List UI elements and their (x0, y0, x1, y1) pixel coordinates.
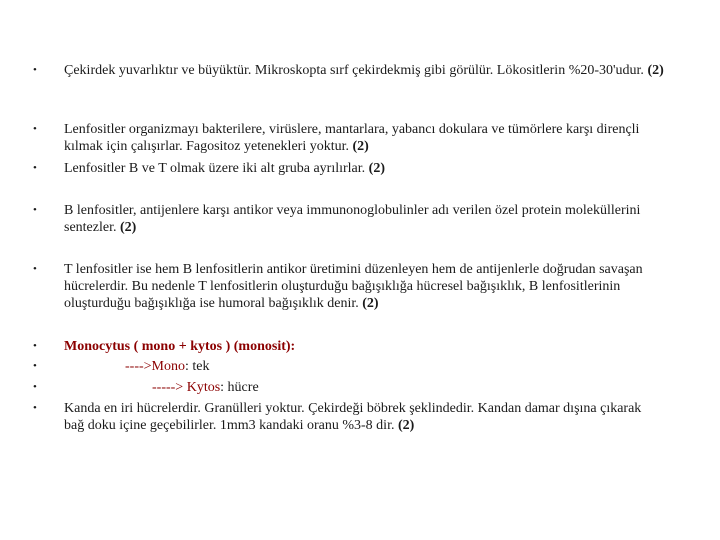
bullet: • (33, 123, 37, 135)
paragraph-text: Lenfositler organizmayı bakterilere, virüslere, mantarlara, yabancı dokulara ve tümörlere karşı dirençli kılmak için çalışırlar. Fagositoz yetenekleri yoktur. (64, 122, 640, 154)
list-item-text (64, 400, 664, 434)
definition-text: : hücre (220, 380, 259, 395)
bullet: • (33, 340, 37, 352)
bullet: • (33, 402, 37, 414)
list-item-text (64, 121, 664, 155)
bullet: • (33, 381, 37, 393)
point-tag: (2) (368, 161, 385, 176)
arrow-text: ----> (125, 359, 152, 374)
list-item-text (64, 379, 664, 396)
paragraph-text: Lenfositler B ve T olmak üzere iki alt gruba ayrılırlar. (64, 161, 366, 176)
paragraph-text: Çekirdek yuvarlıktır ve büyüktür. Mikroskopta sırf çekirdekmiş gibi görülür. Lökositlerin %20-30'udur. (64, 63, 644, 78)
point-tag: (2) (352, 139, 369, 154)
list-item-text (64, 338, 664, 355)
list-item-text (64, 202, 664, 236)
definition-text: : tek (185, 359, 210, 374)
list-item-text (64, 62, 664, 79)
list-item-text (64, 160, 664, 177)
bullet: • (33, 64, 37, 76)
list-item-text (64, 358, 664, 375)
point-tag: (2) (647, 63, 664, 78)
bullet: • (33, 263, 37, 275)
bullet: • (33, 360, 37, 372)
term-text: Mono (151, 359, 185, 374)
paragraph-text: Kanda en iri hücrelerdir. Granülleri yoktur. Çekirdeği böbrek şeklindedir. Kandan damar dışına çıkarak bağ doku içine geçebilirler. 1mm3 kandaki oranu %3-8 dir. (64, 401, 642, 433)
section-heading: Monocytus ( mono + kytos ) (monosit): (64, 339, 296, 354)
term-text: Kytos (186, 380, 221, 395)
bullet: • (33, 204, 37, 216)
arrow-text: -----> (152, 380, 184, 395)
point-tag: (2) (119, 220, 137, 235)
bullet: • (33, 162, 37, 174)
list-item-text (64, 261, 664, 312)
point-tag: (2) (362, 296, 379, 311)
paragraph-text: B lenfositler, antijenlere karşı antikor veya immunonoglobulinler adı verilen özel protein moleküllerini sentezler. (64, 203, 641, 235)
paragraph-text: T lenfositler ise hem B lenfositlerin antikor üretimini düzenleyen hem de antijenlerle doğrudan savaşan hücrelerdir. Bu nedenle T lenfositlerin oluşturduğu bağışıklığa hücresel bağışıklık, B lenfositlerinin oluşturduğu bağışıklığa ise humoral bağışıklık denir. (64, 262, 643, 311)
point-tag: (2) (397, 418, 415, 433)
